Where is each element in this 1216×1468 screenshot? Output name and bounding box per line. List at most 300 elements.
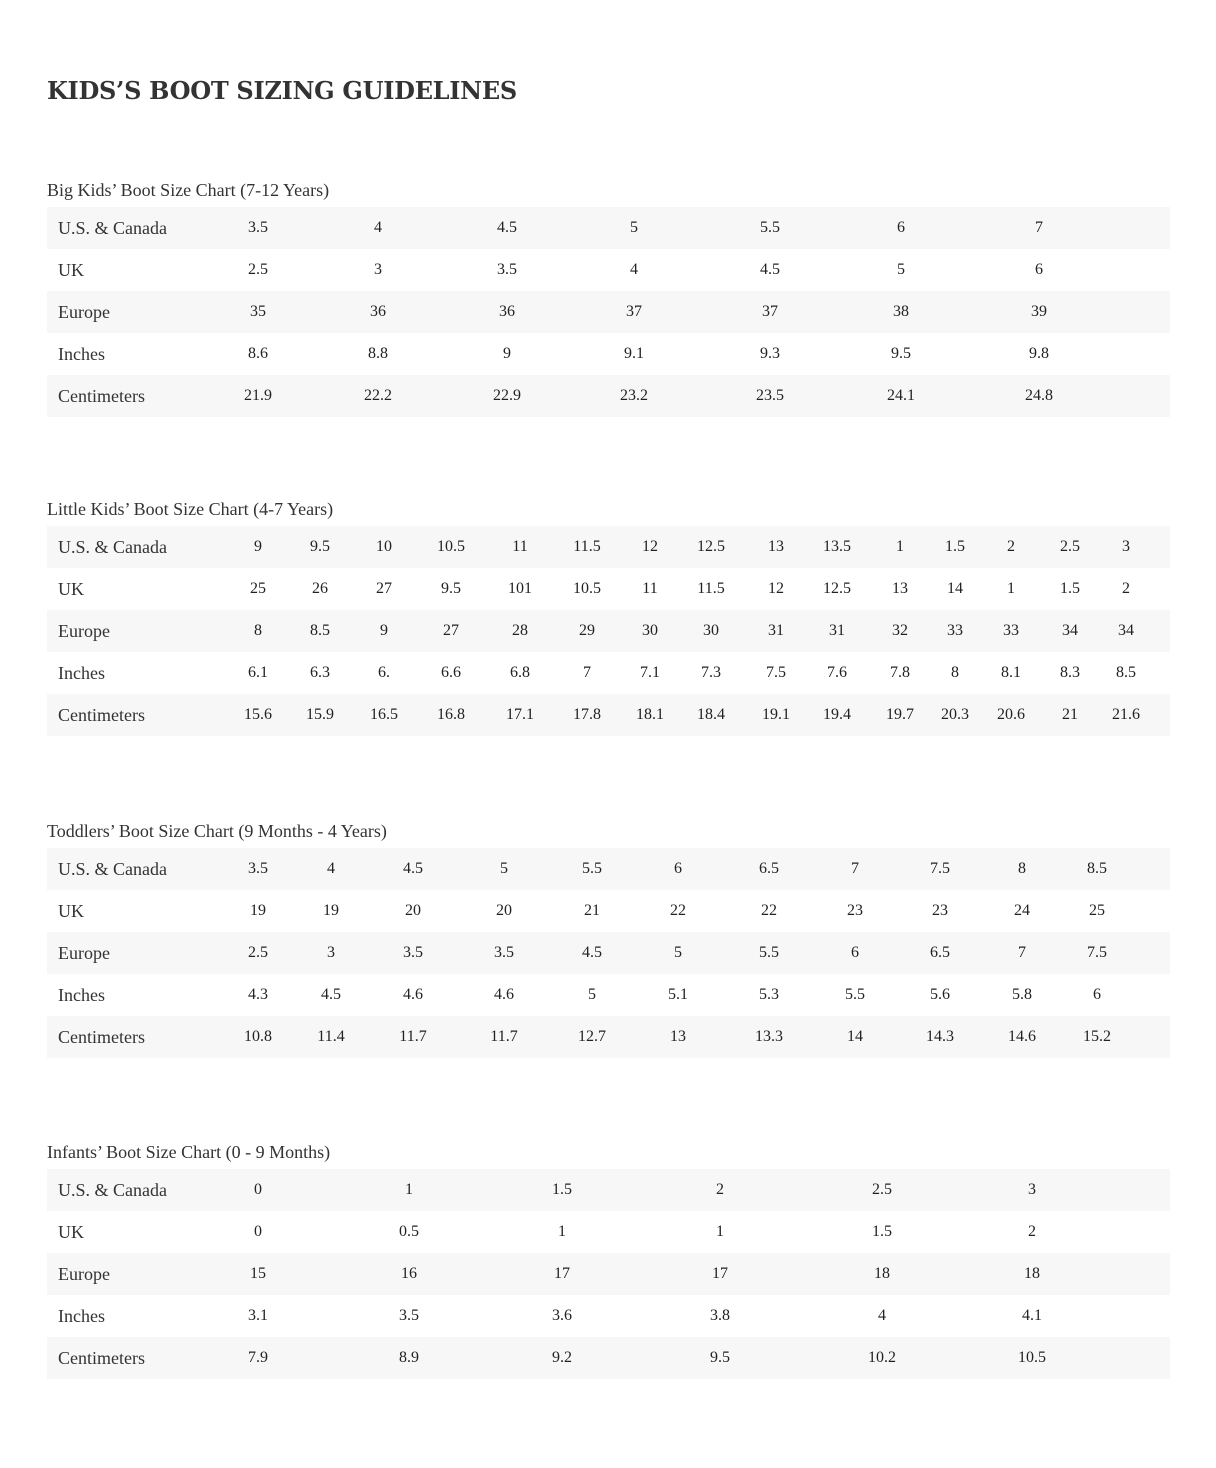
size-value: 7.5 bbox=[766, 664, 786, 681]
row-label: U.S. & Canada bbox=[58, 858, 167, 879]
size-cell bbox=[571, 291, 703, 333]
infant-size-table bbox=[47, 1169, 1170, 1379]
size-value: 5 bbox=[588, 986, 596, 1003]
size-cell bbox=[295, 848, 373, 890]
size-cell bbox=[635, 1016, 724, 1058]
size-cell bbox=[801, 1337, 957, 1379]
size-cell bbox=[334, 1169, 486, 1211]
size-cell bbox=[486, 1295, 642, 1337]
size-cell bbox=[970, 207, 1170, 249]
size-value: 5.6 bbox=[930, 986, 950, 1003]
row-label: U.S. & Canada bbox=[58, 536, 167, 557]
size-cell bbox=[812, 974, 898, 1016]
size-value: 8.6 bbox=[248, 345, 268, 362]
size-value: 5 bbox=[500, 860, 508, 877]
size-value: 7.9 bbox=[248, 1349, 268, 1366]
size-value: 6 bbox=[674, 860, 682, 877]
size-value: 8.3 bbox=[1060, 664, 1080, 681]
size-value: 12.7 bbox=[578, 1028, 606, 1045]
size-value: 29 bbox=[579, 622, 595, 639]
size-value: 23.5 bbox=[756, 387, 784, 404]
size-value: 9 bbox=[380, 622, 388, 639]
size-value: 19.4 bbox=[823, 706, 851, 723]
size-cell bbox=[836, 375, 971, 417]
size-cell bbox=[372, 1016, 459, 1058]
size-value: 22.2 bbox=[364, 387, 392, 404]
size-cell bbox=[571, 333, 703, 375]
size-cell bbox=[957, 1169, 1170, 1211]
size-value: 3.5 bbox=[248, 219, 268, 236]
size-cell bbox=[702, 249, 836, 291]
size-cell bbox=[807, 694, 869, 736]
size-cell bbox=[334, 1295, 486, 1337]
size-value: 11.7 bbox=[490, 1028, 518, 1045]
size-cell bbox=[724, 932, 813, 974]
size-value: 6. bbox=[378, 664, 390, 681]
size-cell bbox=[352, 652, 418, 694]
size-value: 19 bbox=[250, 902, 266, 919]
size-value: 6 bbox=[851, 944, 859, 961]
size-cell bbox=[681, 526, 744, 568]
size-value: 4.5 bbox=[403, 860, 423, 877]
size-value: 25 bbox=[1089, 902, 1105, 919]
row-label: Inches bbox=[58, 1305, 105, 1326]
size-value: 27 bbox=[376, 580, 392, 597]
table-row bbox=[47, 207, 1170, 249]
size-cell bbox=[957, 1253, 1170, 1295]
size-cell bbox=[1041, 610, 1099, 652]
table-row bbox=[47, 249, 1170, 291]
row-label: U.S. & Canada bbox=[58, 1179, 167, 1200]
size-cell bbox=[641, 1253, 801, 1295]
size-value: 24.1 bbox=[887, 387, 915, 404]
table-row bbox=[47, 526, 1170, 568]
table-row bbox=[47, 610, 1170, 652]
size-value: 1.5 bbox=[552, 1181, 572, 1198]
size-cell bbox=[554, 568, 619, 610]
size-cell bbox=[1098, 694, 1170, 736]
big-size-table bbox=[47, 207, 1170, 417]
size-value: 2 bbox=[1007, 538, 1015, 555]
size-cell bbox=[334, 1337, 486, 1379]
size-cell bbox=[207, 526, 289, 568]
size-value: 34 bbox=[1062, 622, 1078, 639]
size-value: 13 bbox=[768, 538, 784, 555]
size-cell bbox=[981, 974, 1060, 1016]
size-cell bbox=[207, 1211, 334, 1253]
size-cell bbox=[801, 1169, 957, 1211]
size-value: 26 bbox=[312, 580, 328, 597]
size-value: 31 bbox=[768, 622, 784, 639]
row-label: Europe bbox=[58, 620, 110, 641]
row-label: Centimeters bbox=[58, 1026, 145, 1047]
size-value: 23 bbox=[847, 902, 863, 919]
size-value: 10.5 bbox=[573, 580, 601, 597]
size-cell bbox=[459, 848, 549, 890]
size-value: 5.3 bbox=[759, 986, 779, 1003]
size-value: 4 bbox=[630, 261, 638, 278]
size-cell bbox=[486, 652, 554, 694]
little-size-table bbox=[47, 526, 1170, 736]
size-cell bbox=[334, 1253, 486, 1295]
size-value: 5.1 bbox=[668, 986, 688, 1003]
size-cell bbox=[295, 974, 373, 1016]
size-value: 4.3 bbox=[248, 986, 268, 1003]
size-cell bbox=[869, 694, 928, 736]
size-value: 22 bbox=[670, 902, 686, 919]
size-cell bbox=[981, 848, 1060, 890]
size-cell bbox=[836, 249, 971, 291]
size-cell bbox=[898, 890, 982, 932]
size-value: 10.8 bbox=[244, 1028, 272, 1045]
size-value: 10.5 bbox=[437, 538, 465, 555]
size-cell bbox=[681, 610, 744, 652]
size-value: 8 bbox=[1018, 860, 1026, 877]
table-row bbox=[47, 974, 1170, 1016]
size-value: 3.5 bbox=[497, 261, 517, 278]
size-cell bbox=[1060, 932, 1171, 974]
size-cell bbox=[812, 848, 898, 890]
size-cell bbox=[571, 375, 703, 417]
size-value: 9.1 bbox=[624, 345, 644, 362]
size-value: 2.5 bbox=[1060, 538, 1080, 555]
size-cell bbox=[807, 568, 869, 610]
row-label: Centimeters bbox=[58, 1347, 145, 1368]
size-cell bbox=[619, 526, 681, 568]
size-value: 37 bbox=[762, 303, 778, 320]
size-value: 13 bbox=[670, 1028, 686, 1045]
size-value: 36 bbox=[370, 303, 386, 320]
size-value: 5.5 bbox=[582, 860, 602, 877]
size-value: 7.8 bbox=[890, 664, 910, 681]
size-value: 5.5 bbox=[760, 219, 780, 236]
size-cell bbox=[983, 526, 1041, 568]
size-value: 25 bbox=[250, 580, 266, 597]
size-cell bbox=[372, 932, 459, 974]
size-cell bbox=[681, 694, 744, 736]
size-value: 18 bbox=[874, 1265, 890, 1282]
size-cell bbox=[207, 890, 295, 932]
size-value: 8.5 bbox=[310, 622, 330, 639]
size-value: 101 bbox=[508, 580, 532, 597]
size-cell bbox=[207, 932, 295, 974]
row-label: UK bbox=[58, 259, 84, 280]
size-cell bbox=[207, 333, 318, 375]
size-value: 15 bbox=[250, 1265, 266, 1282]
size-value: 9 bbox=[503, 345, 511, 362]
size-cell bbox=[635, 974, 724, 1016]
table-row bbox=[47, 848, 1170, 890]
size-cell bbox=[898, 848, 982, 890]
size-cell bbox=[724, 848, 813, 890]
size-value: 9.5 bbox=[710, 1349, 730, 1366]
size-value: 4 bbox=[327, 860, 335, 877]
size-value: 9 bbox=[254, 538, 262, 555]
table-row bbox=[47, 333, 1170, 375]
row-label: Centimeters bbox=[58, 704, 145, 725]
size-cell bbox=[812, 1016, 898, 1058]
size-value: 12.5 bbox=[697, 538, 725, 555]
size-value: 16.5 bbox=[370, 706, 398, 723]
size-cell bbox=[418, 610, 486, 652]
size-value: 21 bbox=[1062, 706, 1078, 723]
size-value: 8.8 bbox=[368, 345, 388, 362]
row-label: Inches bbox=[58, 662, 105, 683]
size-cell bbox=[207, 848, 295, 890]
size-value: 13.5 bbox=[823, 538, 851, 555]
size-value: 8.9 bbox=[399, 1349, 419, 1366]
size-cell bbox=[641, 1295, 801, 1337]
size-value: 20 bbox=[496, 902, 512, 919]
size-cell bbox=[801, 1253, 957, 1295]
size-cell bbox=[486, 1253, 642, 1295]
size-cell bbox=[681, 652, 744, 694]
size-value: 21.6 bbox=[1112, 706, 1140, 723]
size-cell bbox=[807, 610, 869, 652]
size-cell bbox=[372, 890, 459, 932]
size-cell bbox=[744, 652, 807, 694]
size-cell bbox=[1041, 526, 1099, 568]
size-cell bbox=[571, 249, 703, 291]
page-title: KIDS’S BOOT SIZING GUIDELINES bbox=[47, 76, 517, 105]
size-value: 8.5 bbox=[1116, 664, 1136, 681]
size-cell bbox=[352, 610, 418, 652]
size-value: 11.5 bbox=[697, 580, 725, 597]
size-cell bbox=[635, 848, 724, 890]
size-cell bbox=[641, 1337, 801, 1379]
size-cell bbox=[981, 890, 1060, 932]
size-value: 17 bbox=[712, 1265, 728, 1282]
row-label: Inches bbox=[58, 984, 105, 1005]
size-cell bbox=[1041, 694, 1099, 736]
size-cell bbox=[459, 1016, 549, 1058]
size-value: 5.5 bbox=[759, 944, 779, 961]
size-value: 3 bbox=[327, 944, 335, 961]
size-cell bbox=[418, 526, 486, 568]
size-cell bbox=[443, 291, 571, 333]
size-value: 0 bbox=[254, 1181, 262, 1198]
size-value: 18.4 bbox=[697, 706, 725, 723]
size-value: 3 bbox=[1028, 1181, 1036, 1198]
size-value: 6 bbox=[1093, 986, 1101, 1003]
size-cell bbox=[724, 890, 813, 932]
size-value: 1 bbox=[896, 538, 904, 555]
size-value: 0 bbox=[254, 1223, 262, 1240]
size-value: 15.2 bbox=[1083, 1028, 1111, 1045]
size-value: 9.8 bbox=[1029, 345, 1049, 362]
size-cell bbox=[702, 291, 836, 333]
table-row bbox=[47, 1016, 1170, 1058]
size-value: 22.9 bbox=[493, 387, 521, 404]
size-value: 2 bbox=[1028, 1223, 1036, 1240]
size-cell bbox=[898, 974, 982, 1016]
toddler-size-table bbox=[47, 848, 1170, 1058]
size-cell bbox=[836, 207, 971, 249]
size-cell bbox=[928, 652, 984, 694]
size-value: 7.6 bbox=[827, 664, 847, 681]
size-cell bbox=[372, 974, 459, 1016]
size-cell bbox=[486, 568, 554, 610]
size-cell bbox=[1098, 652, 1170, 694]
size-cell bbox=[486, 610, 554, 652]
size-value: 5.5 bbox=[845, 986, 865, 1003]
size-value: 2 bbox=[716, 1181, 724, 1198]
size-value: 9.3 bbox=[760, 345, 780, 362]
size-value: 12 bbox=[768, 580, 784, 597]
row-label: UK bbox=[58, 1221, 84, 1242]
section-title: Little Kids’ Boot Size Chart (4-7 Years) bbox=[47, 499, 334, 519]
size-cell bbox=[443, 333, 571, 375]
size-value: 21 bbox=[584, 902, 600, 919]
size-cell bbox=[807, 652, 869, 694]
size-cell bbox=[418, 694, 486, 736]
size-cell bbox=[724, 1016, 813, 1058]
size-value: 34 bbox=[1118, 622, 1134, 639]
size-cell bbox=[352, 526, 418, 568]
size-cell bbox=[459, 932, 549, 974]
size-value: 35 bbox=[250, 303, 266, 320]
size-value: 3.8 bbox=[710, 1307, 730, 1324]
size-value: 17 bbox=[554, 1265, 570, 1282]
size-value: 39 bbox=[1031, 303, 1047, 320]
size-cell bbox=[548, 974, 635, 1016]
size-cell bbox=[207, 694, 289, 736]
size-value: 6.5 bbox=[930, 944, 950, 961]
size-cell bbox=[983, 694, 1041, 736]
size-value: 2.5 bbox=[248, 944, 268, 961]
size-value: 7.5 bbox=[930, 860, 950, 877]
size-value: 3.5 bbox=[399, 1307, 419, 1324]
size-value: 8 bbox=[254, 622, 262, 639]
size-value: 14.6 bbox=[1008, 1028, 1036, 1045]
size-cell bbox=[970, 333, 1170, 375]
size-cell bbox=[318, 375, 443, 417]
size-cell bbox=[352, 694, 418, 736]
size-cell bbox=[289, 652, 352, 694]
size-cell bbox=[641, 1169, 801, 1211]
size-value: 9.5 bbox=[310, 538, 330, 555]
size-cell bbox=[1098, 610, 1170, 652]
row-label: Europe bbox=[58, 942, 110, 963]
size-value: 5 bbox=[897, 261, 905, 278]
size-value: 1.5 bbox=[872, 1223, 892, 1240]
size-cell bbox=[295, 890, 373, 932]
size-cell bbox=[554, 694, 619, 736]
size-cell bbox=[207, 249, 318, 291]
size-value: 6.1 bbox=[248, 664, 268, 681]
size-cell bbox=[289, 568, 352, 610]
size-cell bbox=[295, 932, 373, 974]
size-cell bbox=[295, 1016, 373, 1058]
size-cell bbox=[554, 610, 619, 652]
size-cell bbox=[486, 1169, 642, 1211]
size-value: 7.5 bbox=[1087, 944, 1107, 961]
size-value: 1 bbox=[405, 1181, 413, 1198]
size-value: 24.8 bbox=[1025, 387, 1053, 404]
size-value: 13.3 bbox=[755, 1028, 783, 1045]
size-cell bbox=[836, 291, 971, 333]
size-cell bbox=[318, 291, 443, 333]
size-value: 3.5 bbox=[403, 944, 423, 961]
size-value: 31 bbox=[829, 622, 845, 639]
size-value: 3 bbox=[374, 261, 382, 278]
size-cell bbox=[869, 652, 928, 694]
size-cell bbox=[744, 610, 807, 652]
size-value: 17.8 bbox=[573, 706, 601, 723]
size-value: 3.1 bbox=[248, 1307, 268, 1324]
size-value: 4 bbox=[374, 219, 382, 236]
size-cell bbox=[548, 1016, 635, 1058]
size-cell bbox=[801, 1211, 957, 1253]
size-value: 3.5 bbox=[248, 860, 268, 877]
size-cell bbox=[459, 890, 549, 932]
size-value: 10.5 bbox=[1018, 1349, 1046, 1366]
size-value: 6.3 bbox=[310, 664, 330, 681]
size-value: 28 bbox=[512, 622, 528, 639]
size-value: 4.6 bbox=[494, 986, 514, 1003]
size-value: 11.7 bbox=[399, 1028, 427, 1045]
size-value: 19.7 bbox=[886, 706, 914, 723]
size-cell bbox=[548, 932, 635, 974]
size-cell bbox=[372, 848, 459, 890]
size-cell bbox=[641, 1211, 801, 1253]
size-value: 6 bbox=[1035, 261, 1043, 278]
size-cell bbox=[207, 207, 318, 249]
size-cell bbox=[619, 694, 681, 736]
table-row bbox=[47, 932, 1170, 974]
size-value: 5 bbox=[674, 944, 682, 961]
size-cell bbox=[1041, 568, 1099, 610]
size-value: 9.2 bbox=[552, 1349, 572, 1366]
size-cell bbox=[928, 526, 984, 568]
row-label: Europe bbox=[58, 301, 110, 322]
size-cell bbox=[554, 526, 619, 568]
size-value: 2 bbox=[1122, 580, 1130, 597]
size-cell bbox=[207, 1016, 295, 1058]
size-cell bbox=[928, 610, 984, 652]
size-value: 20.6 bbox=[997, 706, 1025, 723]
size-cell bbox=[443, 375, 571, 417]
size-value: 11 bbox=[512, 538, 528, 555]
size-value: 1 bbox=[716, 1223, 724, 1240]
size-value: 12 bbox=[642, 538, 658, 555]
size-cell bbox=[619, 568, 681, 610]
size-value: 2.5 bbox=[872, 1181, 892, 1198]
size-cell bbox=[443, 249, 571, 291]
size-value: 15.6 bbox=[244, 706, 272, 723]
size-value: 1.5 bbox=[1060, 580, 1080, 597]
size-value: 4.6 bbox=[403, 986, 423, 1003]
size-value: 37 bbox=[626, 303, 642, 320]
size-cell bbox=[1041, 652, 1099, 694]
table-row bbox=[47, 1169, 1170, 1211]
section-title: Big Kids’ Boot Size Chart (7-12 Years) bbox=[47, 180, 330, 200]
size-cell bbox=[619, 652, 681, 694]
table-row bbox=[47, 694, 1170, 736]
size-value: 14 bbox=[847, 1028, 863, 1045]
size-value: 1 bbox=[1007, 580, 1015, 597]
size-cell bbox=[983, 568, 1041, 610]
size-value: 4.5 bbox=[760, 261, 780, 278]
size-value: 3 bbox=[1122, 538, 1130, 555]
size-cell bbox=[744, 694, 807, 736]
size-value: 20 bbox=[405, 902, 421, 919]
table-row bbox=[47, 568, 1170, 610]
size-cell bbox=[869, 568, 928, 610]
size-cell bbox=[981, 1016, 1060, 1058]
size-cell bbox=[1060, 890, 1171, 932]
size-cell bbox=[869, 526, 928, 568]
